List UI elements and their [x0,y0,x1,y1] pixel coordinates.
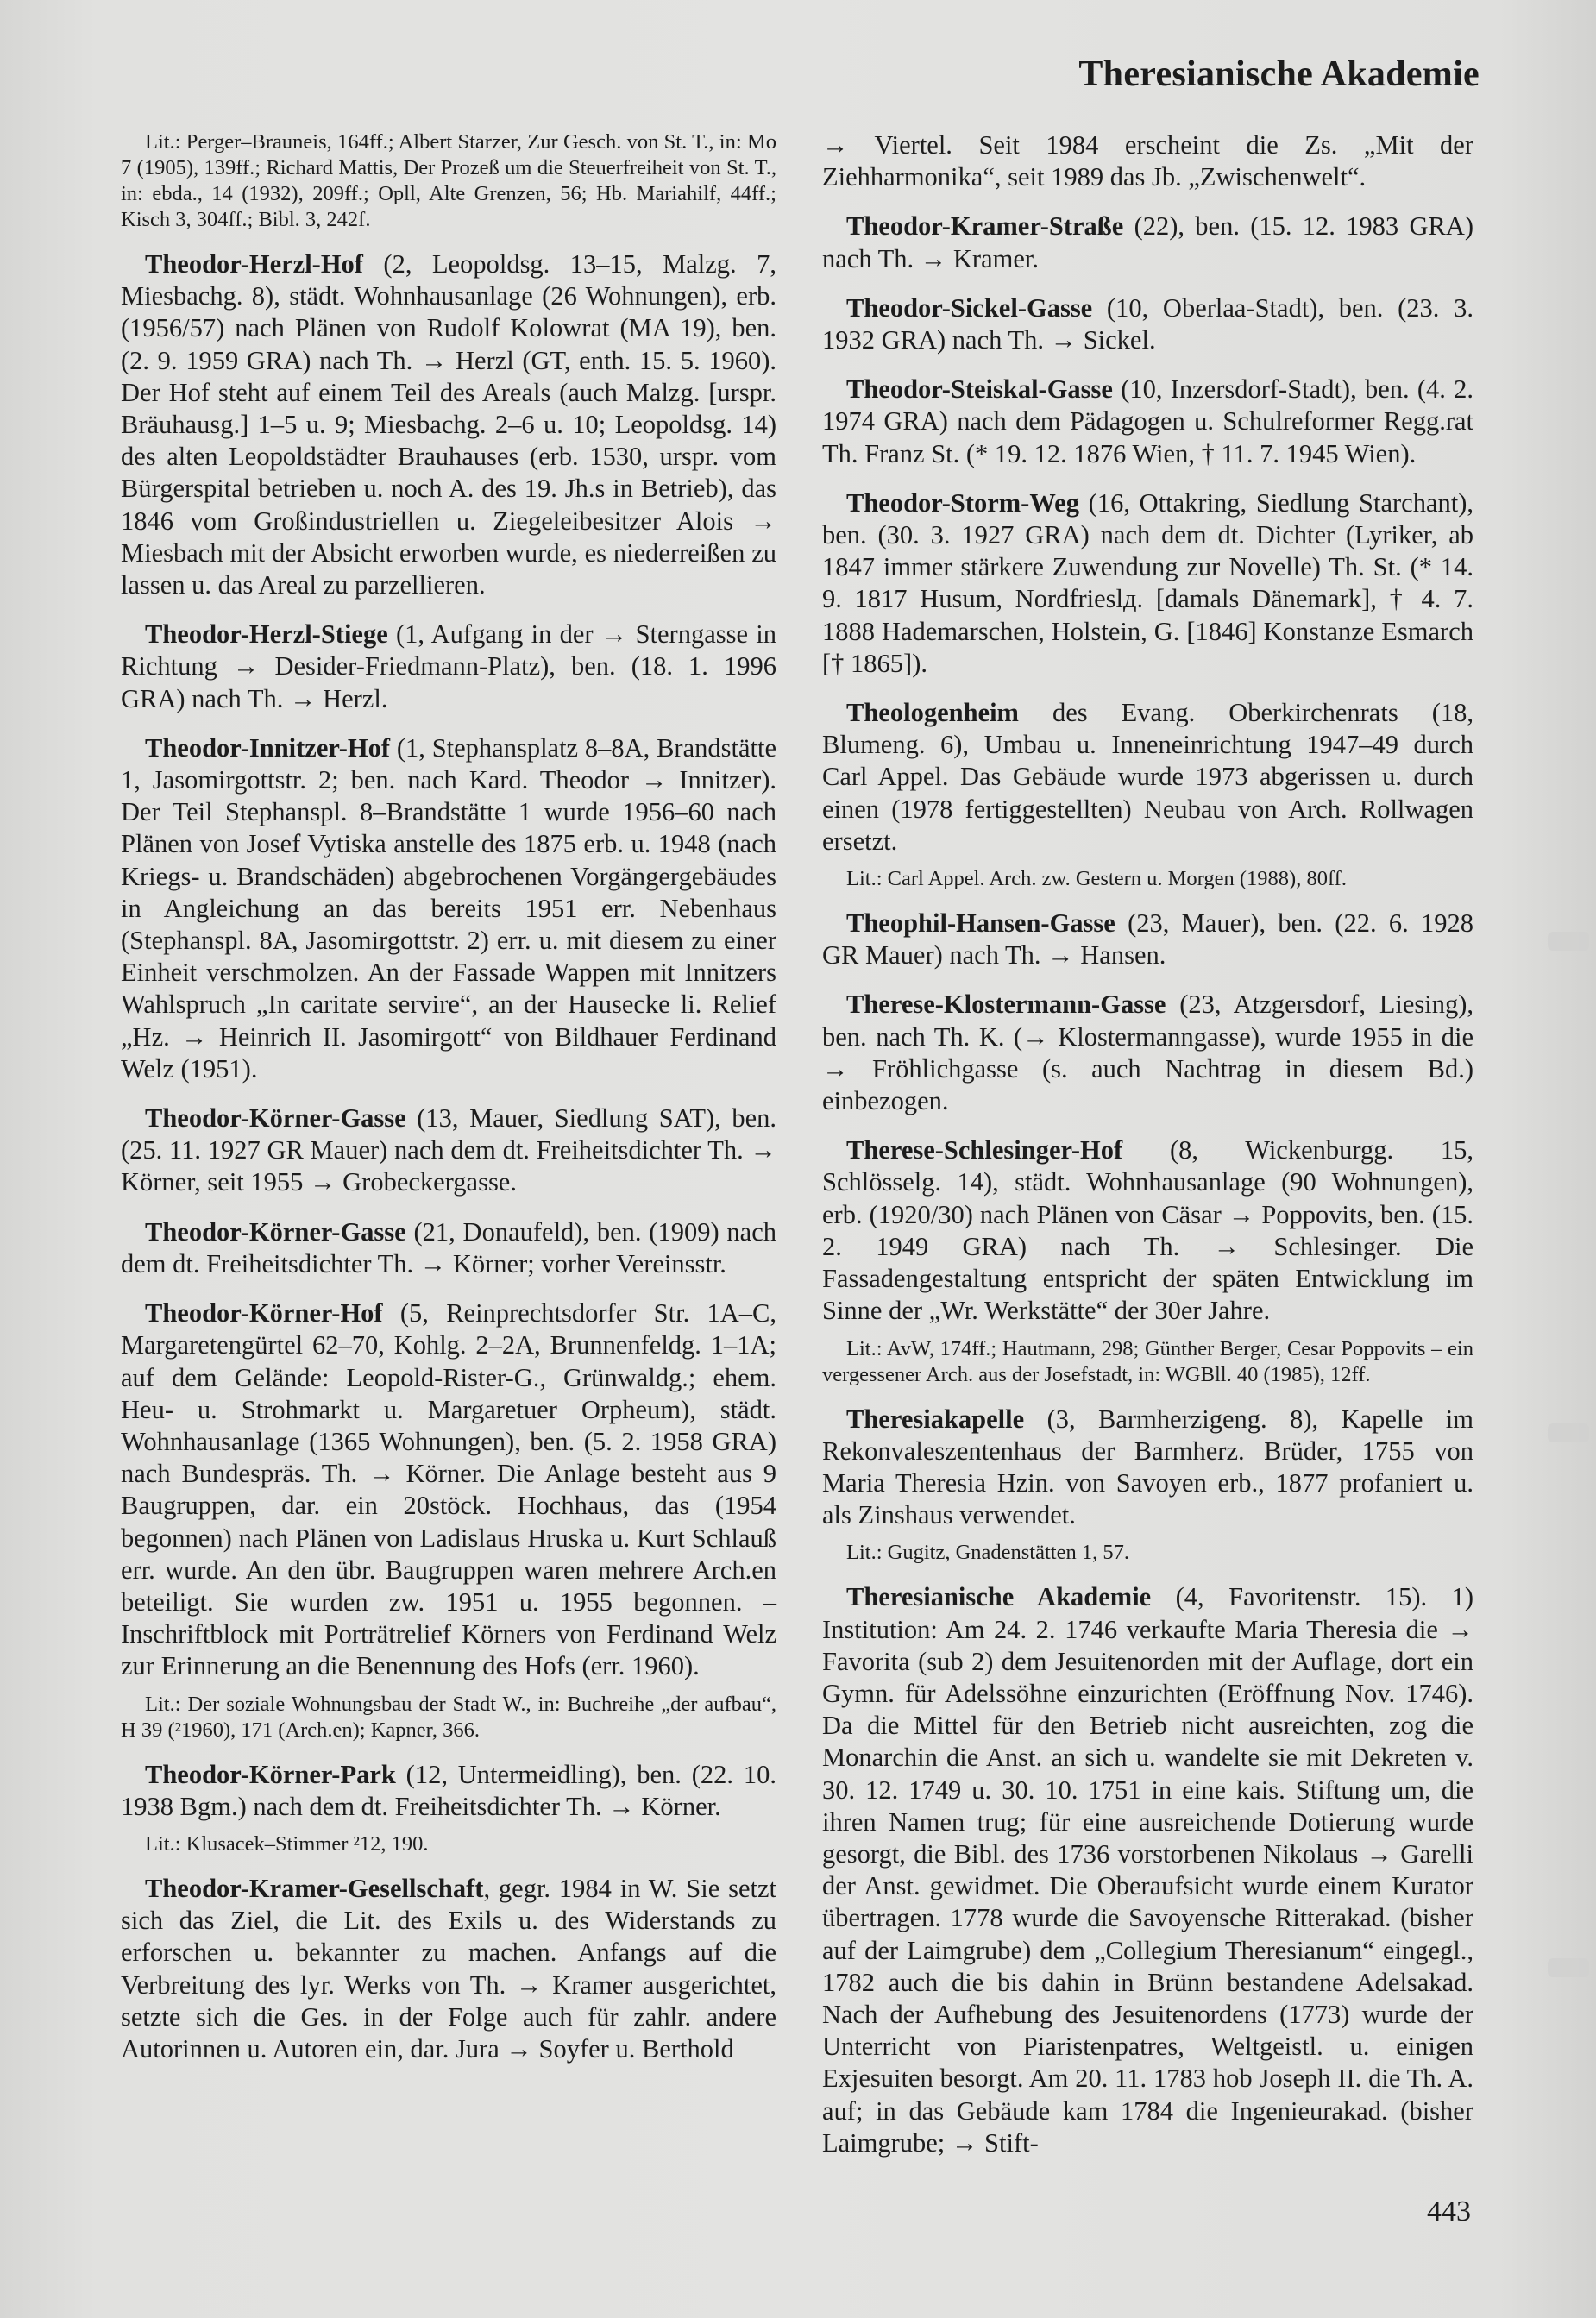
entry-headword: Theodor-Körner-Gasse [145,1103,406,1134]
entry-text: (10, Oberlaa-Stadt), ben. (23. 3. 1932 GRA) nach Th. → Sickel. [822,292,1473,355]
lexicon-entry [121,1102,776,1199]
literature-reference: Lit.: Carl Appel. Arch. zw. Gestern u. Morgen (1988), 80ff. [846,867,1347,891]
entry-headword: Theodor-Sickel-Gasse [846,292,1093,323]
lexicon-entry [822,292,1473,356]
entry-text: (23, Mauer), ben. (22. 6. 1928 GR Mauer) nach Th. → Hansen. [822,908,1473,971]
entry-text: (22), ben. (15. 12. 1983 GRA) nach Th. → Kramer. [822,211,1473,273]
running-head: Theresianische Akademie [1078,54,1480,94]
lexicon-entry [121,1759,776,1823]
lexicon-entry [121,1873,776,2065]
literature-reference: Lit.: Der soziale Wohnungsbau der Stadt W., in: Buchreihe „der aufbau“, H 39 (²1960), 171 (Arch.en); Kapner, 366. [121,1692,776,1742]
entry-headword: Therese-Klostermann-Gasse [846,989,1166,1020]
entry-headword: Theophil-Hansen-Gasse [846,908,1115,939]
lexicon-entry [822,210,1473,274]
lexicon-entry [121,1297,776,1682]
lexicon-entry [822,1581,1473,2159]
literature-reference: Lit.: Perger–Brauneis, 164ff.; Albert Starzer, Zur Gesch. von St. T., in: Mo 7 (1905), 139ff.; Richard Mattis, Der Prozeß um die Steuerfreiheit von St. T., in: ebda., 14 (1932), 209ff.; Opll, Alte Grenzen, 56; Hb. Mariahilf, 44ff.; Kisch 3, 304ff.; Bibl. 3, 242f. [121,130,776,231]
entry-text: (4, Favoritenstr. 15). 1) Institution: Am 24. 2. 1746 verkaufte Maria Theresia die → Favorita (sub 2) dem Jesuitenorden mit der Auflage, dort ein Gymn. für Adelssöhne einzurichten (Eröffnung Nov. 1746). Da die Mittel für den Betrieb nicht ausreichten, zog die Monarchin die Anst. an sich u. wandelte sie mit Dekreten v. 30. 12. 1749 u. 30. 10. 1751 in eine kais. Stiftung um, die ihren Namen trug; für eine ausreichende Dotierung wurde gesorgt, die Bibl. des 1736 vorstorbenen Nikolaus → Garelli der Anst. gewidmet. Die Oberaufsicht wurde einem Kurator übertragen. 1778 wurde die Savoyensche Ritterakad. (bisher auf der Laimgrube) dem „Collegium Theresianum“ eingegl., 1782 auch die bis dahin in Brünn bestandene Adelsakad. Nach der Aufhebung des Jesuitenordens (1773) wurde der Unterricht von Piaristenpatres, Weltgeistl. u. einigen Exjesuiten besorgt. Am 20. 11. 1783 hob Joseph II. die Th. A. auf; in das Gebäude kam 1784 die Ingenieurakad. (bisher Laimgrube; → Stift- [822,1582,1473,2158]
entry-headword: Theodor-Herzl-Hof [145,249,363,279]
page-number: 443 [1427,2196,1471,2227]
entry-text: (8, Wickenburgg. 15, Schlösselg. 14), städt. Wohnhausanlage (90 Wohnungen), erb. (1920/30) nach Plänen von Cäsar → Poppovits, ben. (15. 2. 1949 GRA) nach Th. → Schlesinger. Die Fassadengestaltung entspricht der späten Entwicklung im Sinne der „Wr. Werkstätte“ der 30er Jahre. [822,1135,1473,1326]
entry-headword: Theodor-Körner-Gasse [145,1216,406,1247]
scan-edge-mark [1548,1423,1589,1442]
lexicon-entry [822,989,1473,1117]
entry-headword: Theresianische Akademie [846,1582,1152,1612]
entry-text: (1, Aufgang in der → Sterngasse in Richtung → Desider-Friedmann-Platz), ben. (18. 1. 1996 GRA) nach Th. → Herzl. [121,619,776,713]
entry-headword: Theodor-Körner-Park [145,1759,396,1789]
entry-continuation: → Viertel. Seit 1984 erscheint die Zs. „Mit der Ziehharmonika“, seit 1989 das Jb. „Zwischenwelt“. [822,130,1473,192]
entry-headword: Theodor-Steiskal-Gasse [846,374,1113,405]
entry-headword: Theodor-Storm-Weg [846,487,1079,518]
entry-headword: Theodor-Kramer-Straße [846,211,1124,242]
lexicon-entry [121,732,776,1085]
lexicon-entry [121,1216,776,1280]
entry-headword: Theodor-Innitzer-Hof [145,732,391,763]
entry-text: (21, Donaufeld), ben. (1909) nach dem dt. Freiheitsdichter Th. → Körner; vorher Vereinsstr. [121,1216,776,1278]
literature-reference: Lit.: Klusacek–Stimmer ²12, 190. [145,1831,429,1856]
entry-text: (16, Ottakring, Siedlung Starchant), ben. (30. 3. 1927 GRA) nach dem dt. Dichter (Lyriker, ab 1847 immer stärkere Zuwendung zur Novelle) Th. St. (* 14. 9. 1817 Husum, Nordfrieslд. [damals Dänemark], † 4. 7. 1888 Hademarschen, Holstein, G. [1846] Konstanze Esmarch [† 1865]). [822,487,1473,678]
entry-headword: Theresiakapelle [846,1404,1025,1434]
lexicon-entry [822,1134,1473,1327]
entry-headword: Therese-Schlesinger-Hof [846,1135,1123,1165]
entry-headword: Theodor-Körner-Hof [145,1298,383,1329]
lexicon-entry [822,697,1473,857]
entry-text: , gegr. 1984 in W. Sie setzt sich das Ziel, die Lit. des Exils u. des Widerstands zu erforschen u. bekannter zu machen. Anfangs auf die Verbreitung des lyr. Werks von Th. → Kramer ausgerichtet, setzte sich die Ges. in der Folge auch für zahlr. andere Autorinnen u. Autoren ein, dar. Jura → Soyfer u. Berthold [121,1873,776,2064]
entry-text: (3, Barmherzigeng. 8), Kapelle im Rekonvaleszentenhaus der Barmherz. Brüder, 1755 von Maria Theresia Hzin. von Savoyen erb., 1877 profaniert u. als Zinshaus verwendet. [822,1404,1473,1530]
lexicon-entry [822,487,1473,680]
entry-text: (13, Mauer, Siedlung SAT), ben. (25. 11. 1927 GR Mauer) nach dem dt. Freiheitsdichter Th. → Körner, seit 1955 → Grobeckergasse. [121,1103,776,1197]
entry-text: (1, Stephansplatz 8–8A, Brandstätte 1, Jasomirgottstr. 2; ben. nach Kard. Theodor → Innitzer). Der Teil Stephanspl. 8–Brandstätte 1 wurde 1956–60 nach Plänen von Josef Vytiska anstelle des 1875 erb. u. 1948 (nach Kriegs- u. Brandschäden) abgebrochenen Vorgängergebäudes in Angleichung an das bereits 1951 err. Nebenhaus (Stephanspl. 8A, Jasomirgottstr. 2) err. u. mit diesem zu einer Einheit verschmolzen. An der Fassade Wappen mit Innitzers Wahlspruch „In caritate servire“, an der Hausecke li. Relief „Hz. → Heinrich II. Jasomirgott“ von Bildhauer Ferdinand Welz (1951). [121,732,776,1084]
entry-text: (2, Leopoldsg. 13–15, Malzg. 7, Miesbachg. 8), städt. Wohnhausanlage (26 Wohnungen), erb. (1956/57) nach Plänen von Rudolf Kolowrat (MA 19), ben. (2. 9. 1959 GRA) nach Th. → Herzl (GT, enth. 15. 5. 1960). Der Hof steht auf einem Teil des Areals (auch Malzg. [urspr. Bräuhausg.] 1–5 u. 9; Miesbachg. 2–6 u. 10; Leopoldsg. 14) des alten Leopoldstädter Brauhauses (erb. 1530, urspr. vom Bürgerspital betrieben u. noch A. des 19. Jh.s in Betrieb), das 1846 vom Großindustriellen u. Ziegeleibesitzer Alois → Miesbach mit der Absicht erworben wurde, es niederreißen zu lassen u. das Areal zu parzellieren. [121,249,776,600]
scan-edge-mark [1548,932,1589,951]
entry-text: (5, Reinprechtsdorfer Str. 1A–C, Margaretengürtel 62–70, Kohlg. 2–2A, Brunnenfeldg. 1–1A; auf dem Gelände: Leopold-Rister-G., Grünwaldg.; ehem. Heu- u. Strohmarkt u. Margaretuer Orpheum), städt. Wohnhausanlage (1365 Wohnungen), ben. (5. 2. 1958 GRA) nach Bundespräs. Th. → Körner. Die Anlage besteht aus 9 Baugruppen, dar. ein 20stöck. Hochhaus, das (1954 begonnen) nach Plänen von Ladislaus Hruska u. Kurt Schlauß err. wurde. An den übr. Baugruppen waren mehrere Arch.en beteiligt. Sie wurden zw. 1951 u. 1955 begonnen. – Inschriftblock mit Porträtrelief Körners von Ferdinand Welz zur Erinnerung an die Benennung des Hofs (err. 1960). [121,1298,776,1681]
entry-headword: Theodor-Kramer-Gesellschaft [145,1873,484,1903]
scan-edge-mark [1548,1958,1589,1977]
lexicon-entry [822,1404,1473,1532]
lexicon-entry [822,374,1473,470]
entry-headword: Theologenheim [846,698,1019,728]
left-column [121,129,776,2082]
lexicon-entry [822,908,1473,971]
entry-text: des Evang. Oberkirchenrats (18, Blumeng. 6), Umbau u. Inneneinrichtung 1947–49 durch Carl Appel. Das Gebäude wurde 1973 abgerissen u. durch einen (1978 fertiggestellten) Neubau von Arch. Rollwagen ersetzt. [822,698,1473,856]
literature-reference: Lit.: AvW, 174ff.; Hautmann, 298; Günther Berger, Cesar Poppovits – ein vergessener Arch. aus der Josefstadt, in: WGBll. 40 (1985), 12ff. [822,1336,1473,1386]
entry-text: (10, Inzersdorf-Stadt), ben. (4. 2. 1974 GRA) nach dem Pädagogen u. Schulreformer Regg.rat Th. Franz St. (* 19. 12. 1876 Wien, † 11. 7. 1945 Wien). [822,374,1473,468]
entry-text: (23, Atzgersdorf, Liesing), ben. nach Th. K. (→ Klostermanngasse), wurde 1955 in die → Fröhlichgasse (s. auch Nachtrag in diesem Bd.) einbezogen. [822,989,1473,1116]
entry-headword: Theodor-Herzl-Stiege [145,619,388,650]
entry-text: (12, Untermeidling), ben. (22. 10. 1938 Bgm.) nach dem dt. Freiheitsdichter Th. → Körner. [121,1759,776,1821]
right-column [822,129,1473,2177]
lexicon-entry [121,619,776,715]
lexicon-entry [121,248,776,601]
literature-reference: Lit.: Gugitz, Gnadenstätten 1, 57. [846,1541,1129,1565]
